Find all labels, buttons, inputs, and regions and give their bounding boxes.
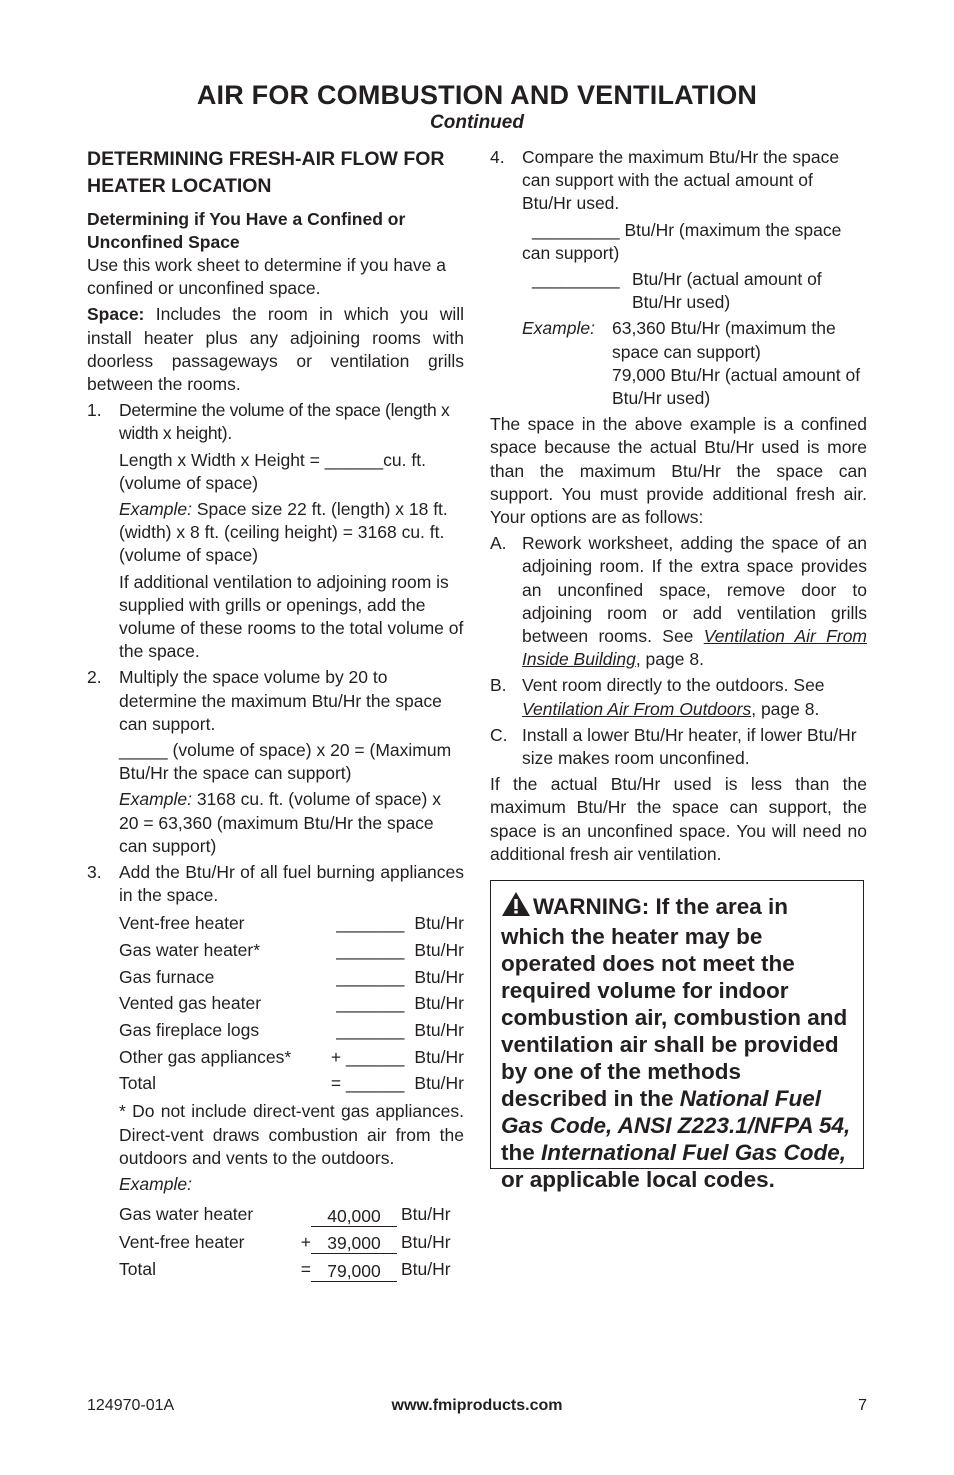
table-row: [119, 1226, 464, 1254]
appliance-name: Vent-free heater: [119, 913, 245, 934]
code-reference-2: International Fuel Gas Code,: [541, 1140, 847, 1165]
example-name: Total: [119, 1259, 156, 1280]
appliance-blank: _______: [336, 939, 405, 960]
example-value: 40,000: [311, 1199, 397, 1226]
right-column: [490, 146, 867, 869]
table-row: [119, 991, 464, 1018]
step-number: 1.: [87, 400, 102, 421]
confined-paragraph: The space in the above example is a confined space because the actual Btu/Hr used is more than the maximum Btu/Hr the space can support. You must provide additional fresh air. Your options are as follows:: [490, 414, 867, 528]
left-column: [87, 146, 464, 1285]
step-2: [87, 666, 464, 858]
option-a: [490, 532, 867, 671]
step-line-1: _________ Btu/Hr (maximum the space can support): [522, 219, 842, 263]
table-row: [119, 937, 464, 964]
option-text-end: , page 8.: [635, 649, 704, 670]
table-row: [119, 964, 464, 991]
page-subtitle: Continued: [430, 112, 524, 133]
option-c: [490, 724, 867, 770]
blank-line: _________: [532, 269, 620, 290]
example-label: Example:: [119, 499, 192, 520]
space-text: Includes the room in which you will install heater plus any adjoining rooms with doorless passageways or ventilation grills between the rooms.: [87, 304, 464, 395]
subsection-heading: Determining if You Have a Confined or Unconfined Space: [87, 209, 406, 252]
line-text: Btu/Hr (actual amount of Btu/Hr used): [632, 269, 822, 313]
step-example: [119, 788, 464, 858]
table-row: [119, 1044, 464, 1071]
example-text: Space size 22 ft. (length) x 18 ft. (width) x 8 ft. (ceiling height) = 3168 cu. ft. (volume of space): [119, 499, 448, 566]
example-label: Example:: [119, 1173, 192, 1194]
footnote: * Do not include direct-vent gas appliances. Direct-vent draws combustion air from the outdoors and vents to the outdoors.: [119, 1101, 464, 1168]
appliance-name: Total: [119, 1073, 156, 1094]
warning-box: [490, 880, 864, 1192]
step-number: 4.: [490, 147, 505, 167]
example-table: [119, 1199, 464, 1282]
example-text: 3168 cu. ft. (volume of space) x 20 = 63,360 (maximum Btu/Hr the space can support): [119, 789, 441, 856]
example-value: 79,000: [311, 1254, 397, 1282]
appliance-unit: Btu/Hr: [414, 966, 464, 987]
example-op: +: [300, 1231, 311, 1252]
step-formula: _____ (volume of space) x 20 = (Maximum Btu/Hr the space can support): [119, 740, 452, 784]
intro-paragraph: Use this work sheet to determine if you have a confined or unconfined space.: [87, 255, 446, 299]
option-letter: B.: [490, 675, 507, 696]
example-op: =: [300, 1259, 311, 1280]
appliance-unit: Btu/Hr: [414, 1046, 464, 1067]
appliance-blank: _______: [336, 913, 405, 934]
warning-text: If the area in which the heater may be operated does not meet the required volume for indoor combustion air, combustion and ventilation air shall be provided by one of the methods described in the: [501, 894, 848, 1111]
table-row: [119, 1199, 464, 1226]
link-ventilation-inside[interactable]: Ventilation Air From Inside Building: [522, 626, 867, 670]
example-unit: Btu/Hr: [401, 1231, 451, 1252]
appliance-name: Other gas appliances*: [119, 1046, 292, 1067]
space-definition: [87, 303, 464, 396]
appliance-unit: Btu/Hr: [414, 913, 464, 934]
appliance-unit: Btu/Hr: [414, 993, 464, 1014]
option-text: Rework worksheet, adding the space of an adjoining room. If the extra space provides an unconfined space, remove door to adjoining room or add ventilation grills between rooms. See: [522, 533, 867, 647]
step-1: [87, 399, 464, 663]
appliance-name: Gas furnace: [119, 966, 215, 987]
option-text-end: , page 8.: [751, 698, 820, 719]
step-text: Compare the maximum Btu/Hr the space can support with the actual amount of Btu/Hr used.: [522, 147, 840, 214]
unconfined-paragraph: If the actual Btu/Hr used is less than the maximum Btu/Hr the space can support, the space is an unconfined space. You will need no additional fresh air ventilation.: [490, 774, 867, 864]
space-label: Space:: [87, 304, 145, 325]
step-text: Add the Btu/Hr of all fuel burning appliances in the space.: [119, 862, 464, 906]
example-lines: [612, 317, 867, 410]
step-formula: Length x Width x Height = ______cu. ft. (volume of space): [119, 449, 426, 493]
example-value: 39,000: [311, 1226, 397, 1254]
step-example: [119, 498, 464, 568]
step-line-2: [522, 268, 867, 314]
page-title: AIR FOR COMBUSTION AND VENTILATION: [196, 80, 758, 110]
website-link[interactable]: www.fmiproducts.com: [391, 1397, 563, 1414]
warning-label: WARNING:: [533, 894, 650, 919]
option-letter: C.: [490, 724, 508, 745]
option-text: Vent room directly to the outdoors. See: [522, 675, 825, 696]
example-label: Example:: [522, 318, 595, 339]
step-text: Determine the volume of the space (length x width x height).: [119, 400, 450, 444]
option-text: Install a lower Btu/Hr heater, if lower Btu/Hr size makes room unconfined.: [522, 724, 857, 769]
example-unit: Btu/Hr: [401, 1204, 451, 1225]
example-name: Gas water heater: [119, 1204, 254, 1225]
example-op: [299, 1199, 311, 1226]
table-row: [119, 1254, 464, 1282]
code-reference-1: National Fuel Gas Code, ANSI Z223.1/NFPA 54,: [501, 1086, 851, 1138]
appliance-table: [119, 910, 464, 1097]
appliance-blank: _______: [336, 966, 405, 987]
table-row: [119, 1071, 464, 1098]
appliance-name: Gas fireplace logs: [119, 1019, 260, 1040]
step-number: 3.: [87, 862, 102, 883]
table-row: [119, 910, 464, 937]
appliance-name: Vented gas heater: [119, 993, 262, 1014]
section-heading: DETERMINING FRESH-AIR FLOW FOR HEATER LOCATION: [87, 148, 445, 197]
example-label: Example:: [119, 789, 192, 810]
option-b: [490, 674, 867, 720]
example-unit: Btu/Hr: [401, 1259, 451, 1280]
doc-number: 124970-01A: [87, 1397, 175, 1414]
step-number: 2.: [87, 667, 102, 688]
appliance-blank: _______: [336, 993, 405, 1014]
appliance-unit: Btu/Hr: [414, 1073, 464, 1094]
step-3: [87, 861, 464, 1282]
link-ventilation-outdoors[interactable]: Ventilation Air From Outdoors: [522, 698, 752, 719]
table-row: [119, 1017, 464, 1044]
step-note: If additional ventilation to adjoining room is supplied with grills or openings, add the volume of these rooms to the total volume of the space.: [119, 571, 464, 662]
appliance-blank: = ______: [330, 1073, 405, 1094]
warning-text-3: or applicable local codes.: [501, 1167, 775, 1192]
example-line-2: 79,000 Btu/Hr (actual amount of Btu/Hr used): [612, 364, 861, 409]
step-example: [522, 317, 867, 410]
warning-triangle-icon: [501, 891, 531, 923]
appliance-name: Gas water heater*: [119, 939, 261, 960]
step-4: [490, 146, 867, 410]
step-text: Multiply the space volume by 20 to determine the maximum Btu/Hr the space can support.: [119, 667, 442, 734]
option-letter: A.: [490, 533, 507, 554]
appliance-unit: Btu/Hr: [414, 1019, 464, 1040]
example-line-1: 63,360 Btu/Hr (maximum the space can support): [612, 318, 836, 362]
warning-text-2: the: [501, 1140, 542, 1165]
page-number: 7: [858, 1397, 867, 1414]
appliance-unit: Btu/Hr: [414, 939, 464, 960]
appliance-blank: + ______: [330, 1046, 405, 1067]
appliance-blank: _______: [336, 1019, 405, 1040]
example-name: Vent-free heater: [119, 1231, 245, 1252]
